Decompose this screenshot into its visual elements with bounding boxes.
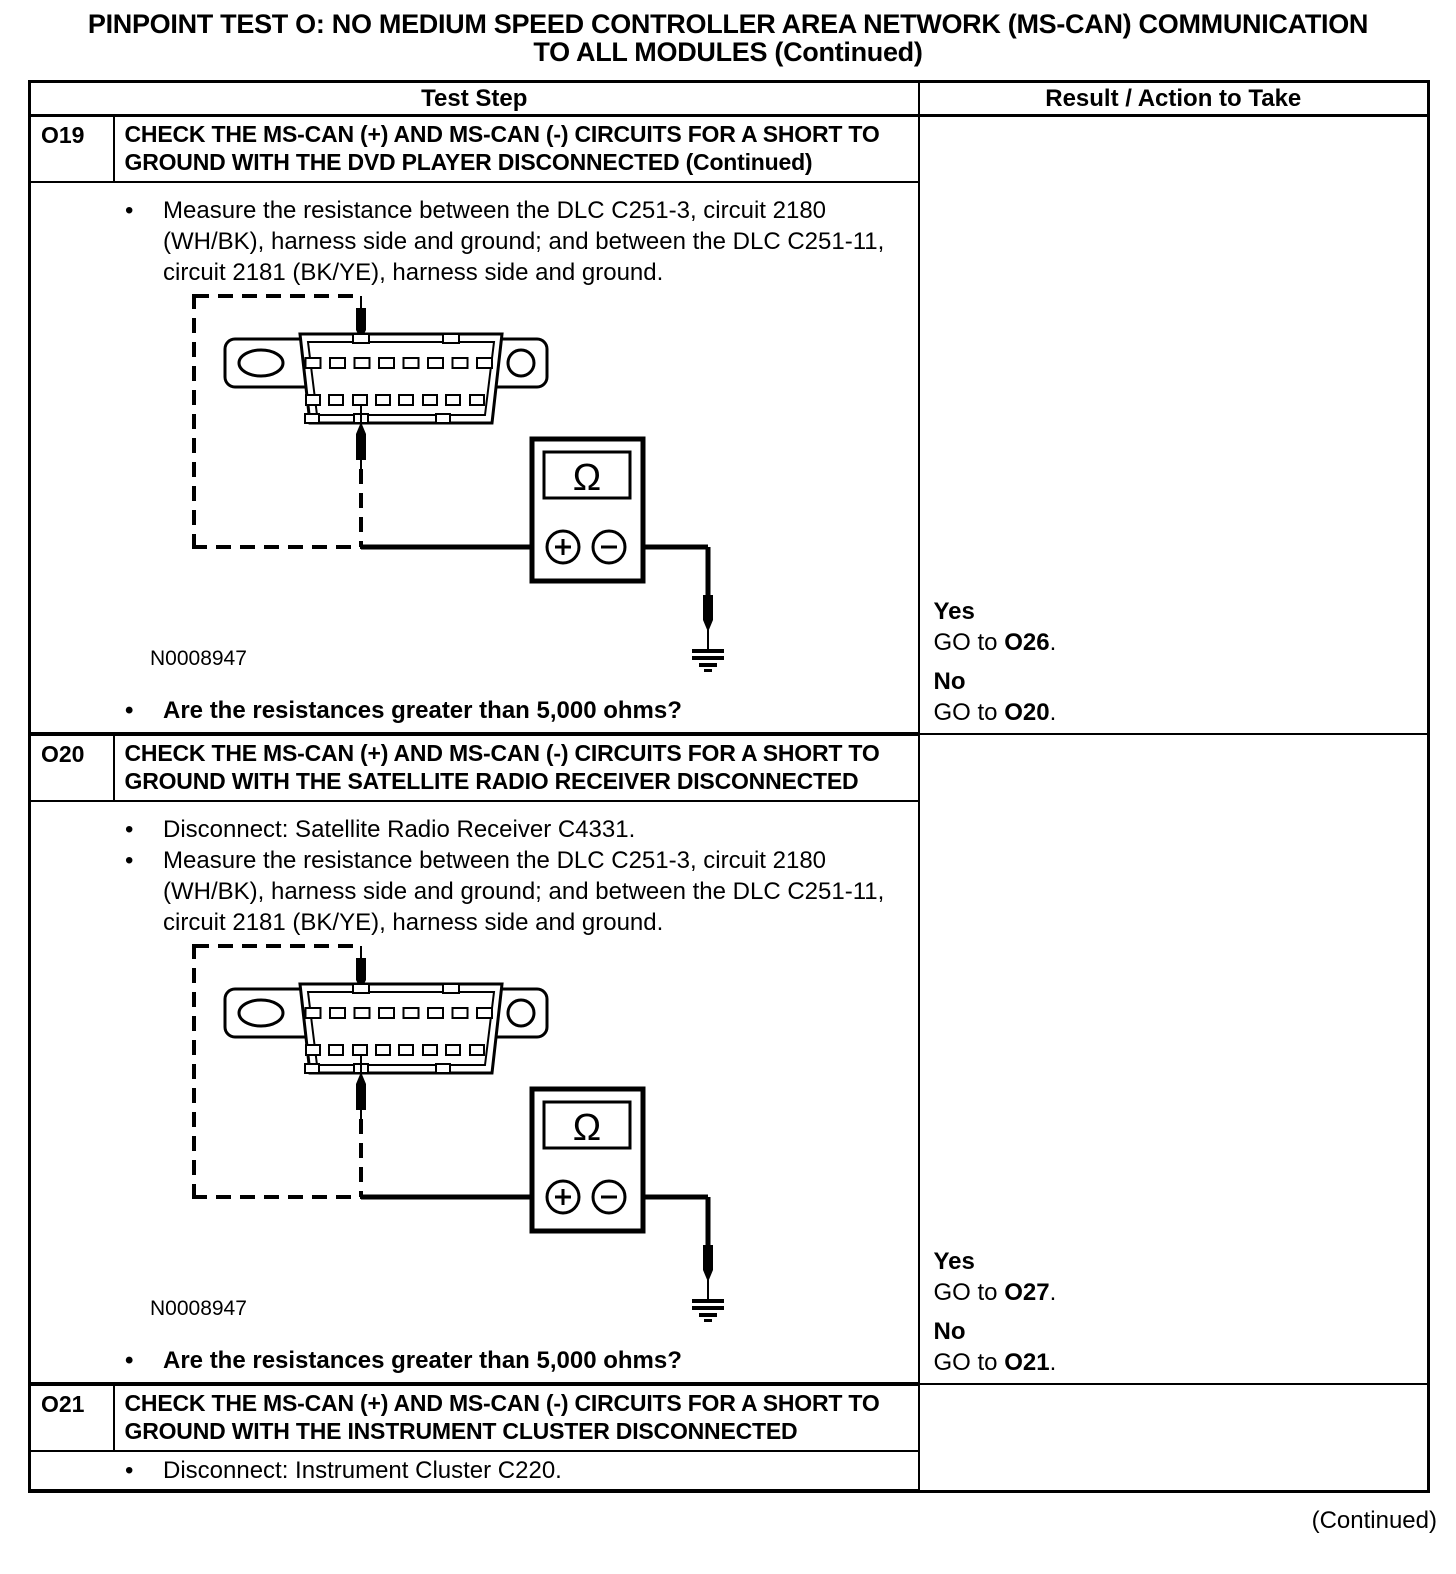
test-o20-header-row [30, 734, 1429, 801]
test-o19-header-row [30, 116, 1429, 183]
test-result-cell [919, 734, 1429, 1384]
dlc-ohmmeter-diagram [190, 292, 765, 672]
step-item: • Measure the resistance between the DLC C251-3, circuit 2180 (WH/BK), harness side and ground; and between the DLC C251-11, circuit 2181 (BK/YE), harness side and ground. [125, 197, 885, 286]
test-title: CHECK THE MS-CAN (+) AND MS-CAN (-) CIRCUITS FOR A SHORT TO GROUND WITH THE INSTRUMENT CLUSTER DISCONNECTED [114, 1384, 919, 1451]
test-id: O20 [30, 734, 114, 801]
figure-dlc-ohmmeter [150, 292, 790, 677]
test-title: CHECK THE MS-CAN (+) AND MS-CAN (-) CIRCUITS FOR A SHORT TO GROUND WITH THE DVD PLAYER DISCONNECTED (Continued) [114, 116, 919, 183]
result-no: No GO to O20. [933, 668, 1057, 726]
figure-caption: N0008947 [150, 1297, 247, 1320]
pinpoint-test-table [28, 80, 1430, 1493]
page-title-line1: PINPOINT TEST O: NO MEDIUM SPEED CONTROLLER AREA NETWORK (MS-CAN) COMMUNICATION [87, 9, 1369, 39]
ground-probe-icon [703, 595, 713, 649]
bullet-icon: • [125, 197, 134, 224]
column-header-test-step: Test Step [30, 82, 919, 116]
test-id: O21 [30, 1384, 114, 1451]
bullet-icon: • [125, 697, 134, 724]
omega-symbol: Ω [572, 457, 602, 499]
test-o21-header-row [30, 1384, 1429, 1451]
bullet-icon: • [125, 1347, 134, 1374]
test-result-cell [919, 1384, 1429, 1491]
test-instructions [30, 182, 919, 734]
page-continued-note: (Continued) [1311, 1507, 1437, 1534]
dlc-connector-icon [225, 334, 547, 423]
dlc-ohmmeter-diagram [190, 942, 765, 1322]
result-yes: Yes GO to O27. [933, 1248, 1057, 1306]
dlc-connector-icon [225, 984, 547, 1073]
step-item: • Measure the resistance between the DLC C251-3, circuit 2180 (WH/BK), harness side and ground; and between the DLC C251-11, circuit 2181 (BK/YE), harness side and ground. [125, 847, 885, 936]
table-header-row [30, 82, 1429, 116]
step-item: • Disconnect: Instrument Cluster C220. [125, 1457, 562, 1484]
figure-caption: N0008947 [150, 647, 247, 670]
figure-dlc-ohmmeter [150, 942, 790, 1327]
test-id: O19 [30, 116, 114, 183]
ground-symbol-icon [692, 1301, 724, 1321]
ground-symbol-icon [692, 651, 724, 671]
test-question: • Are the resistances greater than 5,000 ohms? [125, 697, 682, 724]
ohmmeter-icon [532, 439, 643, 581]
result-yes: Yes GO to O26. [933, 598, 1057, 656]
step-item: • Disconnect: Satellite Radio Receiver C4331. [125, 816, 636, 843]
bullet-icon: • [125, 847, 134, 874]
ground-probe-icon [703, 1245, 713, 1299]
test-result-cell [919, 116, 1429, 735]
result-no: No GO to O21. [933, 1318, 1057, 1376]
test-instructions [30, 801, 919, 1384]
page-title [18, 10, 1438, 66]
test-question: • Are the resistances greater than 5,000 ohms? [125, 1347, 682, 1374]
page-title-line2: TO ALL MODULES (Continued) [533, 37, 923, 67]
bullet-icon: • [125, 1457, 134, 1484]
ohmmeter-icon [532, 1089, 643, 1231]
omega-symbol: Ω [572, 1107, 602, 1149]
column-header-result: Result / Action to Take [919, 82, 1429, 116]
test-title: CHECK THE MS-CAN (+) AND MS-CAN (-) CIRCUITS FOR A SHORT TO GROUND WITH THE SATELLITE RADIO RECEIVER DISCONNECTED [114, 734, 919, 801]
test-instructions [30, 1451, 919, 1491]
bullet-icon: • [125, 816, 134, 843]
